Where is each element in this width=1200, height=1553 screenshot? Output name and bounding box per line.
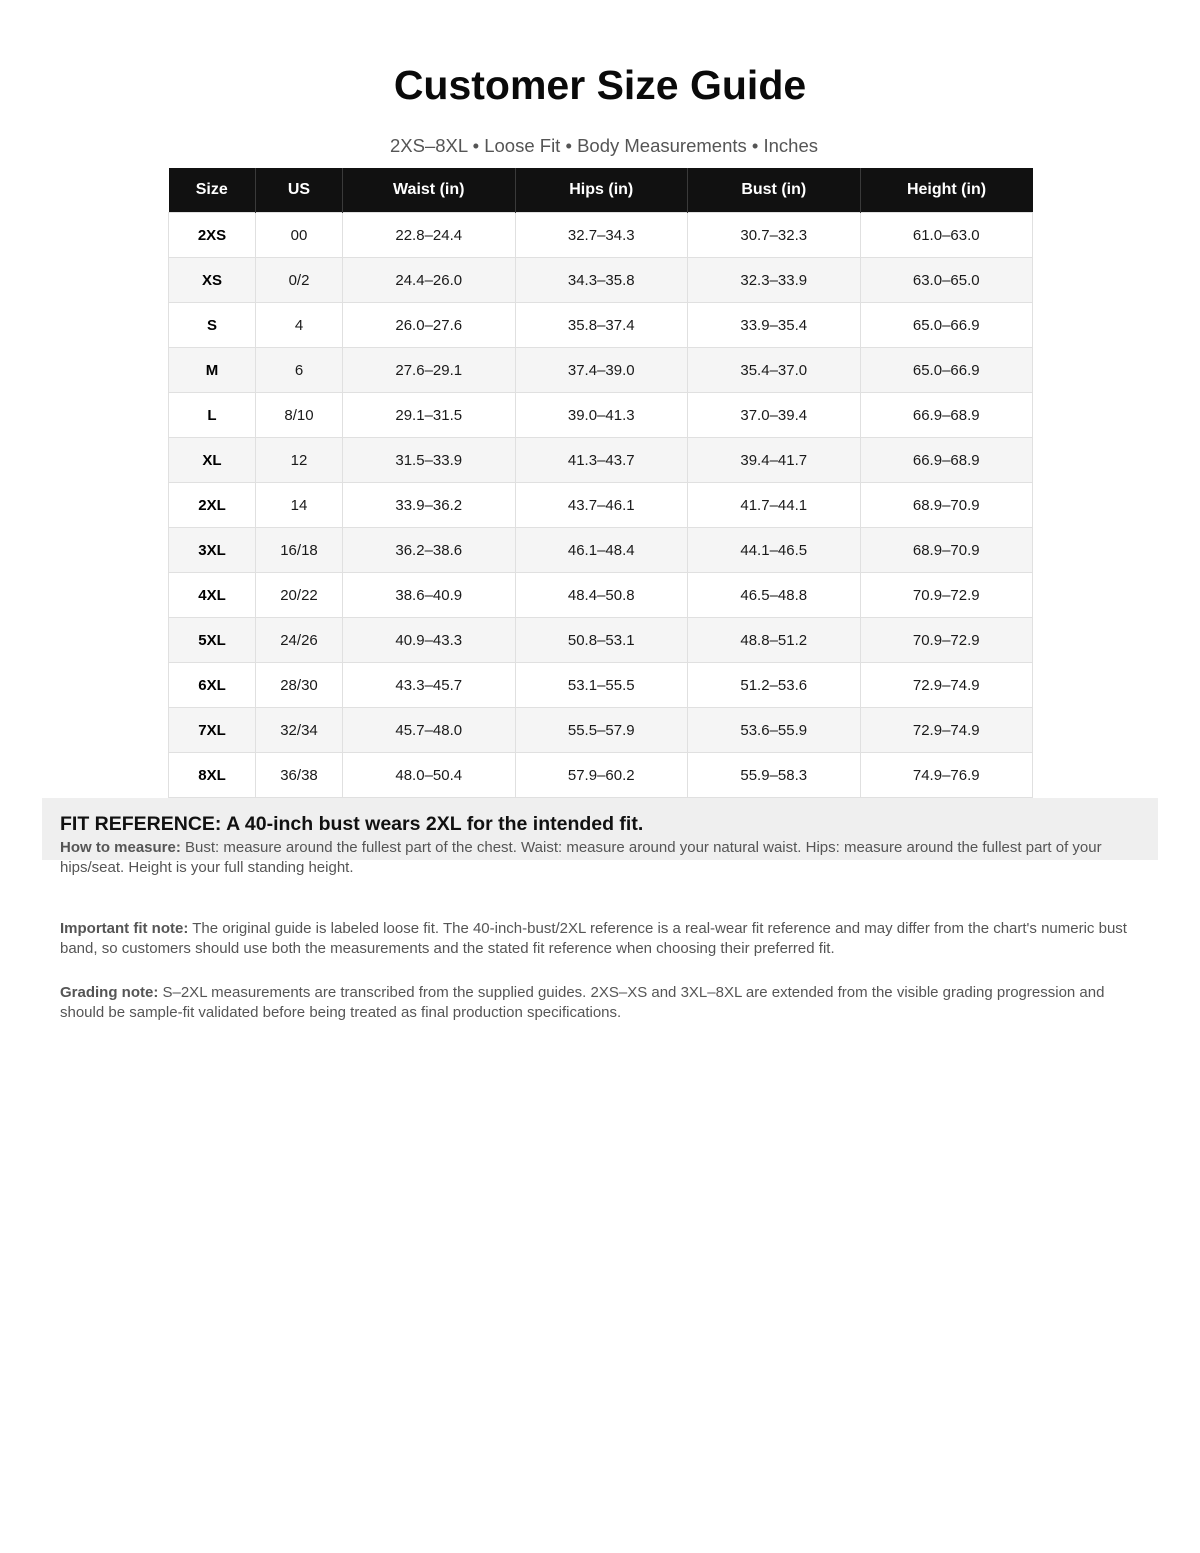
- page-title: Customer Size Guide: [393, 62, 807, 108]
- column-header-bust: Bust (in): [688, 168, 861, 213]
- height-cell: 66.9–68.9: [860, 438, 1033, 483]
- waist-cell: 45.7–48.0: [343, 708, 516, 753]
- hips-cell: 34.3–35.8: [515, 258, 688, 303]
- us-size-cell: 20/22: [256, 573, 343, 618]
- table-row: [169, 303, 1033, 348]
- waist-cell: 43.3–45.7: [343, 663, 516, 708]
- table-row: [169, 528, 1033, 573]
- height-cell: 72.9–74.9: [860, 708, 1033, 753]
- column-header-hips: Hips (in): [515, 168, 688, 213]
- waist-cell: 33.9–36.2: [343, 483, 516, 528]
- note-text: S–2XL measurements are transcribed from the supplied guides. 2XS–XS and 3XL–8XL are extended from the visible grading progression and should be sample-fit validated before being treated as final production specifications.: [60, 984, 1105, 1021]
- hips-cell: 57.9–60.2: [515, 753, 688, 798]
- hips-cell: 37.4–39.0: [515, 348, 688, 393]
- size-cell: XL: [169, 438, 256, 483]
- bust-cell: 41.7–44.1: [688, 483, 861, 528]
- bust-cell: 44.1–46.5: [688, 528, 861, 573]
- height-cell: 68.9–70.9: [860, 483, 1033, 528]
- size-cell: 5XL: [169, 618, 256, 663]
- page-subtitle: 2XS–8XL • Loose Fit • Body Measurements • Inches: [389, 135, 819, 156]
- hips-cell: 53.1–55.5: [515, 663, 688, 708]
- size-cell: 2XL: [169, 483, 256, 528]
- column-header-waist: Waist (in): [343, 168, 516, 213]
- table-row: [169, 753, 1033, 798]
- column-header-height: Height (in): [860, 168, 1033, 213]
- column-header-us: US: [256, 168, 343, 213]
- bust-cell: 32.3–33.9: [688, 258, 861, 303]
- hips-cell: 41.3–43.7: [515, 438, 688, 483]
- size-cell: M: [169, 348, 256, 393]
- us-size-cell: 16/18: [256, 528, 343, 573]
- height-cell: 70.9–72.9: [860, 573, 1033, 618]
- bust-cell: 30.7–32.3: [688, 213, 861, 258]
- table-row: [169, 258, 1033, 303]
- us-size-cell: 14: [256, 483, 343, 528]
- hips-cell: 32.7–34.3: [515, 213, 688, 258]
- bust-cell: 46.5–48.8: [688, 573, 861, 618]
- waist-cell: 24.4–26.0: [343, 258, 516, 303]
- size-chart-table: [168, 168, 1033, 798]
- note-lead: How to measure:: [60, 839, 181, 856]
- bust-cell: 37.0–39.4: [688, 393, 861, 438]
- grading-note: [60, 983, 1150, 1023]
- waist-cell: 22.8–24.4: [343, 213, 516, 258]
- bust-cell: 55.9–58.3: [688, 753, 861, 798]
- size-cell: 4XL: [169, 573, 256, 618]
- size-cell: 8XL: [169, 753, 256, 798]
- table-row: [169, 348, 1033, 393]
- bust-cell: 39.4–41.7: [688, 438, 861, 483]
- height-cell: 74.9–76.9: [860, 753, 1033, 798]
- table-row: [169, 393, 1033, 438]
- size-cell: 6XL: [169, 663, 256, 708]
- waist-cell: 29.1–31.5: [343, 393, 516, 438]
- table-row: [169, 663, 1033, 708]
- size-cell: 2XS: [169, 213, 256, 258]
- note-lead: Grading note:: [60, 984, 159, 1001]
- table-row: [169, 618, 1033, 663]
- hips-cell: 55.5–57.9: [515, 708, 688, 753]
- height-cell: 65.0–66.9: [860, 303, 1033, 348]
- size-cell: S: [169, 303, 256, 348]
- note-text: The original guide is labeled loose fit. The 40-inch-bust/2XL reference is a real-wear fit reference and may differ from the chart's numeric bust band, so customers should use both the measurements and the stated fit reference when choosing their preferred fit.: [60, 920, 1127, 957]
- table-header-row: [169, 168, 1033, 213]
- us-size-cell: 4: [256, 303, 343, 348]
- column-header-size: Size: [169, 168, 256, 213]
- bust-cell: 53.6–55.9: [688, 708, 861, 753]
- waist-cell: 27.6–29.1: [343, 348, 516, 393]
- table-body: [169, 213, 1033, 798]
- hips-cell: 50.8–53.1: [515, 618, 688, 663]
- us-size-cell: 6: [256, 348, 343, 393]
- size-cell: 7XL: [169, 708, 256, 753]
- hips-cell: 48.4–50.8: [515, 573, 688, 618]
- bust-cell: 33.9–35.4: [688, 303, 861, 348]
- height-cell: 70.9–72.9: [860, 618, 1033, 663]
- us-size-cell: 0/2: [256, 258, 343, 303]
- us-size-cell: 12: [256, 438, 343, 483]
- size-cell: XS: [169, 258, 256, 303]
- hips-cell: 35.8–37.4: [515, 303, 688, 348]
- size-cell: 3XL: [169, 528, 256, 573]
- us-size-cell: 24/26: [256, 618, 343, 663]
- height-cell: 72.9–74.9: [860, 663, 1033, 708]
- table-row: [169, 213, 1033, 258]
- note-text: Bust: measure around the fullest part of the chest. Waist: measure around your natural waist. Hips: measure around the fullest part of your hips/seat. Height is your full standing height.: [60, 839, 1102, 876]
- waist-cell: 40.9–43.3: [343, 618, 516, 663]
- waist-cell: 38.6–40.9: [343, 573, 516, 618]
- waist-cell: 26.0–27.6: [343, 303, 516, 348]
- table-row: [169, 573, 1033, 618]
- hips-cell: 46.1–48.4: [515, 528, 688, 573]
- height-cell: 66.9–68.9: [860, 393, 1033, 438]
- us-size-cell: 36/38: [256, 753, 343, 798]
- hips-cell: 39.0–41.3: [515, 393, 688, 438]
- us-size-cell: 32/34: [256, 708, 343, 753]
- bust-cell: 35.4–37.0: [688, 348, 861, 393]
- table-row: [169, 438, 1033, 483]
- bust-cell: 48.8–51.2: [688, 618, 861, 663]
- how-to-measure-note: [60, 838, 1150, 878]
- height-cell: 68.9–70.9: [860, 528, 1033, 573]
- fit-reference-text: FIT REFERENCE: A 40-inch bust wears 2XL for the intended fit.: [60, 813, 644, 835]
- size-cell: L: [169, 393, 256, 438]
- waist-cell: 31.5–33.9: [343, 438, 516, 483]
- note-lead: Important fit note:: [60, 920, 189, 937]
- us-size-cell: 8/10: [256, 393, 343, 438]
- waist-cell: 36.2–38.6: [343, 528, 516, 573]
- table-row: [169, 483, 1033, 528]
- waist-cell: 48.0–50.4: [343, 753, 516, 798]
- bust-cell: 51.2–53.6: [688, 663, 861, 708]
- important-fit-note: [60, 919, 1150, 959]
- height-cell: 61.0–63.0: [860, 213, 1033, 258]
- table-row: [169, 708, 1033, 753]
- us-size-cell: 28/30: [256, 663, 343, 708]
- height-cell: 63.0–65.0: [860, 258, 1033, 303]
- hips-cell: 43.7–46.1: [515, 483, 688, 528]
- us-size-cell: 00: [256, 213, 343, 258]
- height-cell: 65.0–66.9: [860, 348, 1033, 393]
